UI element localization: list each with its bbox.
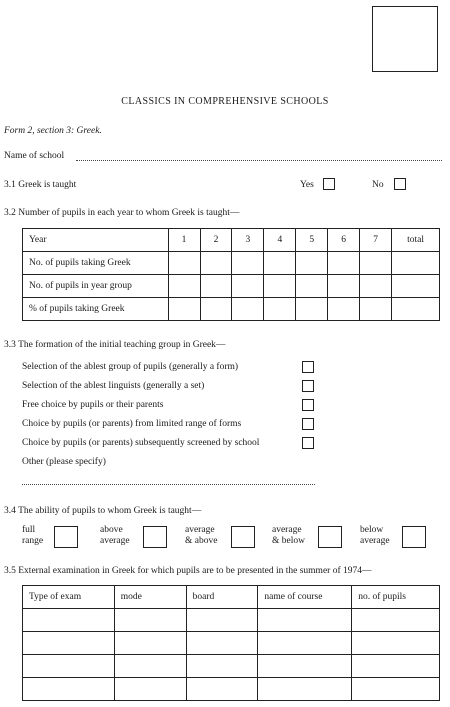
- q34-label: 3.4 The ability of pupils to whom Greek is taught—: [4, 506, 202, 516]
- table-cell[interactable]: [258, 655, 352, 678]
- table-cell[interactable]: [200, 275, 232, 298]
- q32-header-3: 3: [232, 229, 264, 252]
- table-cell[interactable]: [200, 252, 232, 275]
- q35-table: [22, 585, 440, 701]
- q32-header-total: total: [392, 229, 440, 252]
- table-cell[interactable]: [360, 275, 392, 298]
- table-cell[interactable]: [328, 252, 360, 275]
- table-cell[interactable]: [352, 678, 440, 701]
- q33-option-label: Choice by pupils (or parents) from limited range of forms: [22, 419, 242, 429]
- table-cell[interactable]: [232, 275, 264, 298]
- q34-option-label: [22, 525, 43, 547]
- q33-option-checkbox[interactable]: [302, 361, 314, 373]
- table-cell[interactable]: [264, 275, 296, 298]
- table-cell[interactable]: [296, 252, 328, 275]
- table-row: [23, 678, 440, 701]
- q34-full-range-checkbox[interactable]: [54, 526, 78, 548]
- q35-label: 3.5 External examination in Greek for which pupils are to be presented in the summer of 1974—: [4, 566, 372, 576]
- q33-option-label: Selection of the ablest group of pupils (generally a form): [22, 362, 239, 372]
- q35-header-type: Type of exam: [23, 586, 115, 609]
- q34-option-line2: & below: [272, 536, 305, 546]
- table-row: [23, 298, 440, 321]
- table-cell[interactable]: [23, 655, 115, 678]
- table-cell[interactable]: [360, 298, 392, 321]
- q33-option-label: Other (please specify): [22, 457, 106, 467]
- table-cell[interactable]: [258, 632, 352, 655]
- table-cell[interactable]: [186, 632, 258, 655]
- q33-option-checkbox[interactable]: [302, 437, 314, 449]
- table-row: [23, 632, 440, 655]
- q35-header-row: [23, 586, 440, 609]
- q33-option-label: Free choice by pupils or their parents: [22, 400, 164, 410]
- q35-header-mode: mode: [114, 586, 186, 609]
- q34-option-line2: range: [22, 536, 44, 546]
- q34-below-average-checkbox[interactable]: [402, 526, 426, 548]
- table-cell[interactable]: [392, 252, 440, 275]
- table-cell[interactable]: [352, 609, 440, 632]
- table-cell[interactable]: [392, 275, 440, 298]
- q32-table: [22, 228, 440, 321]
- table-cell[interactable]: [392, 298, 440, 321]
- q34-option-label: [100, 525, 130, 547]
- table-cell[interactable]: [168, 298, 200, 321]
- table-cell[interactable]: [328, 298, 360, 321]
- q34-option-line1: average: [185, 525, 215, 535]
- table-row: [23, 609, 440, 632]
- table-cell[interactable]: [168, 252, 200, 275]
- table-cell[interactable]: [114, 609, 186, 632]
- q31-label: 3.1 Greek is taught: [4, 180, 77, 190]
- q34-option-line1: average: [272, 525, 302, 535]
- q32-header-2: 2: [200, 229, 232, 252]
- q33-other-field[interactable]: [22, 484, 315, 485]
- table-cell[interactable]: [360, 252, 392, 275]
- q31-yes-checkbox[interactable]: [323, 178, 335, 190]
- table-row: [23, 655, 440, 678]
- q34-option-line2: average: [100, 536, 130, 546]
- q34-average-below-checkbox[interactable]: [318, 526, 342, 548]
- q33-option-checkbox[interactable]: [302, 418, 314, 430]
- table-cell[interactable]: [23, 632, 115, 655]
- q35-header-course: name of course: [258, 586, 352, 609]
- q34-option-label: [185, 525, 217, 547]
- q33-option-checkbox[interactable]: [302, 399, 314, 411]
- q33-label: 3.3 The formation of the initial teaching group in Greek—: [4, 340, 226, 350]
- table-cell[interactable]: [200, 298, 232, 321]
- table-cell[interactable]: [232, 298, 264, 321]
- q34-option-line1: below: [360, 525, 384, 535]
- table-cell[interactable]: [186, 678, 258, 701]
- q34-option-line1: full: [22, 525, 36, 535]
- q31-no-checkbox[interactable]: [394, 178, 406, 190]
- q32-header-6: 6: [328, 229, 360, 252]
- q32-header-7: 7: [360, 229, 392, 252]
- table-cell[interactable]: [186, 609, 258, 632]
- q33-option-label: Selection of the ablest linguists (generally a set): [22, 381, 205, 391]
- table-cell[interactable]: [296, 298, 328, 321]
- q31-no-label: No: [372, 180, 384, 190]
- table-cell[interactable]: [186, 655, 258, 678]
- table-cell[interactable]: [264, 252, 296, 275]
- name-of-school-label: Name of school: [4, 151, 65, 161]
- table-cell[interactable]: [296, 275, 328, 298]
- table-cell[interactable]: [23, 609, 115, 632]
- q32-header-row: [23, 229, 440, 252]
- q34-above-average-checkbox[interactable]: [143, 526, 167, 548]
- table-row: [23, 252, 440, 275]
- q33-option-checkbox[interactable]: [302, 380, 314, 392]
- table-cell[interactable]: [352, 655, 440, 678]
- q32-header-year: Year: [23, 229, 169, 252]
- q35-header-board: board: [186, 586, 258, 609]
- table-cell[interactable]: [264, 298, 296, 321]
- table-cell[interactable]: [352, 632, 440, 655]
- table-cell[interactable]: [232, 252, 264, 275]
- table-cell[interactable]: [114, 655, 186, 678]
- table-cell[interactable]: [114, 632, 186, 655]
- office-use-box: [372, 6, 438, 72]
- table-cell[interactable]: [23, 678, 115, 701]
- q32-header-5: 5: [296, 229, 328, 252]
- q32-row-label: No. of pupils taking Greek: [23, 252, 169, 275]
- q32-label: 3.2 Number of pupils in each year to whom Greek is taught—: [4, 208, 240, 218]
- q31-yes-label: Yes: [300, 180, 314, 190]
- page-title: CLASSICS IN COMPREHENSIVE SCHOOLS: [121, 96, 329, 107]
- q34-option-label: [272, 525, 305, 547]
- table-cell[interactable]: [258, 609, 352, 632]
- table-cell[interactable]: [114, 678, 186, 701]
- q34-option-line1: above: [100, 525, 123, 535]
- q32-header-1: 1: [168, 229, 200, 252]
- q33-option-label: Choice by pupils (or parents) subsequently screened by school: [22, 438, 260, 448]
- table-row: [23, 275, 440, 298]
- q34-option-label: [360, 525, 390, 547]
- table-cell[interactable]: [328, 275, 360, 298]
- q32-header-4: 4: [264, 229, 296, 252]
- q32-row-label: No. of pupils in year group: [23, 275, 169, 298]
- q34-option-line2: & above: [185, 536, 218, 546]
- form-reference: Form 2, section 3: Greek.: [4, 126, 102, 136]
- q34-average-above-checkbox[interactable]: [231, 526, 255, 548]
- table-cell[interactable]: [168, 275, 200, 298]
- table-cell[interactable]: [258, 678, 352, 701]
- q34-option-line2: average: [360, 536, 390, 546]
- name-of-school-field[interactable]: [76, 160, 442, 161]
- q35-header-pupils: no. of pupils: [352, 586, 440, 609]
- q32-row-label: % of pupils taking Greek: [23, 298, 169, 321]
